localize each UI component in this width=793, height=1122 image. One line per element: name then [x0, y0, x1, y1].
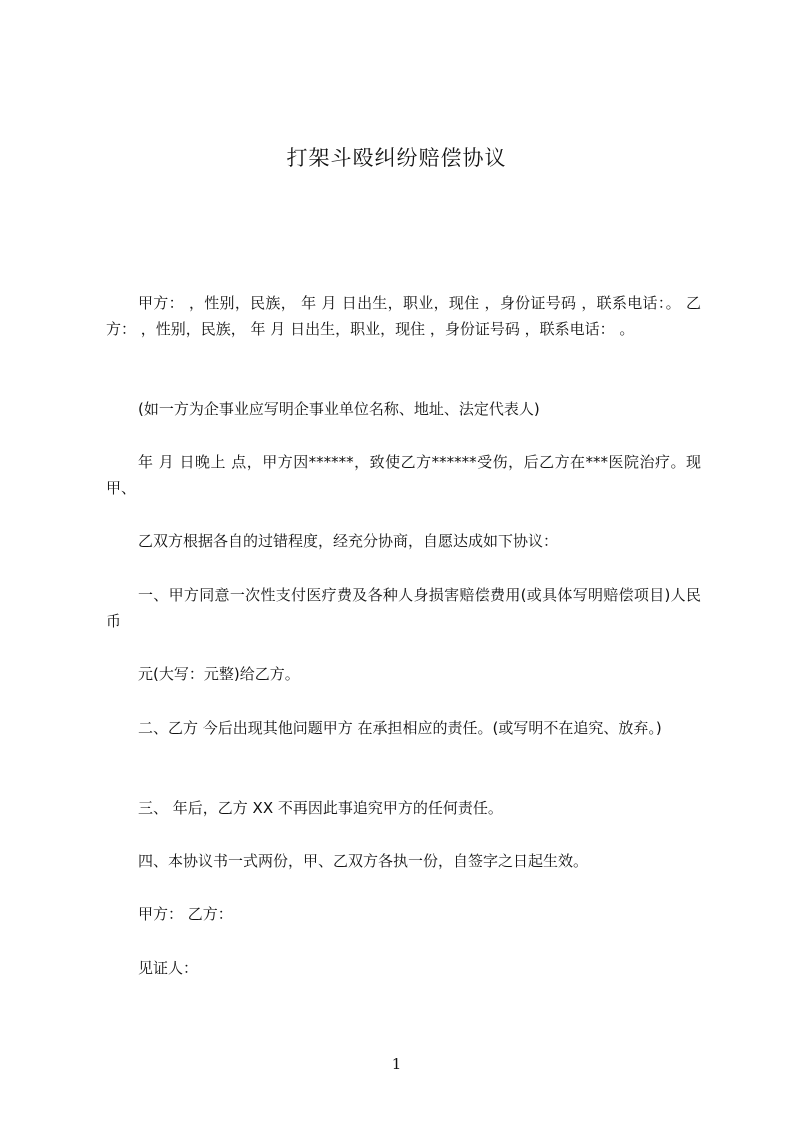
clause-2-paragraph: 二、乙方 今后出现其他问题甲方 在承担相应的责任。(或写明不在追究、放弃。) [138, 719, 662, 737]
clause-3-paragraph: 三、 年后，乙方 XX 不再因此事追究甲方的任何责任。 [138, 799, 503, 817]
witness-line: 见证人： [138, 959, 199, 977]
signatures-line: 甲方： 乙方： [138, 905, 233, 923]
clause-1-paragraph: 一、甲方同意一次性支付医疗费及各种人身损害赔偿费用(或具体写明赔偿项目)人民币 [106, 586, 701, 630]
clause-4-paragraph: 四、本协议书一式两份，甲、乙双方各执一份，自签字之日起生效。 [138, 852, 589, 870]
document-title: 打架斗殴纠纷赔偿协议 [286, 146, 507, 170]
page-number: 1 [391, 1055, 402, 1073]
incident-paragraph: 年 月 日晚上 点，甲方因******，致使乙方******受伤，后乙方在***医院治疗。现甲、 [106, 453, 701, 497]
clause-1-amount-paragraph: 元(大写：元整)给乙方。 [138, 665, 300, 683]
note-paragraph: (如一方为企事业应写明企事业单位名称、地址、法定代表人) [138, 400, 540, 418]
parties-paragraph: 甲方： ，性别，民族， 年 月 日出生，职业，现住 ，身份证号码 ，联系电话：。 乙方： ，性别，民族， 年 月 日出生，职业，现住 ，身份证号码 ，联系电话： 。 [106, 294, 701, 338]
agreement-intro-paragraph: 乙双方根据各自的过错程度，经充分协商，自愿达成如下协议： [138, 532, 559, 550]
